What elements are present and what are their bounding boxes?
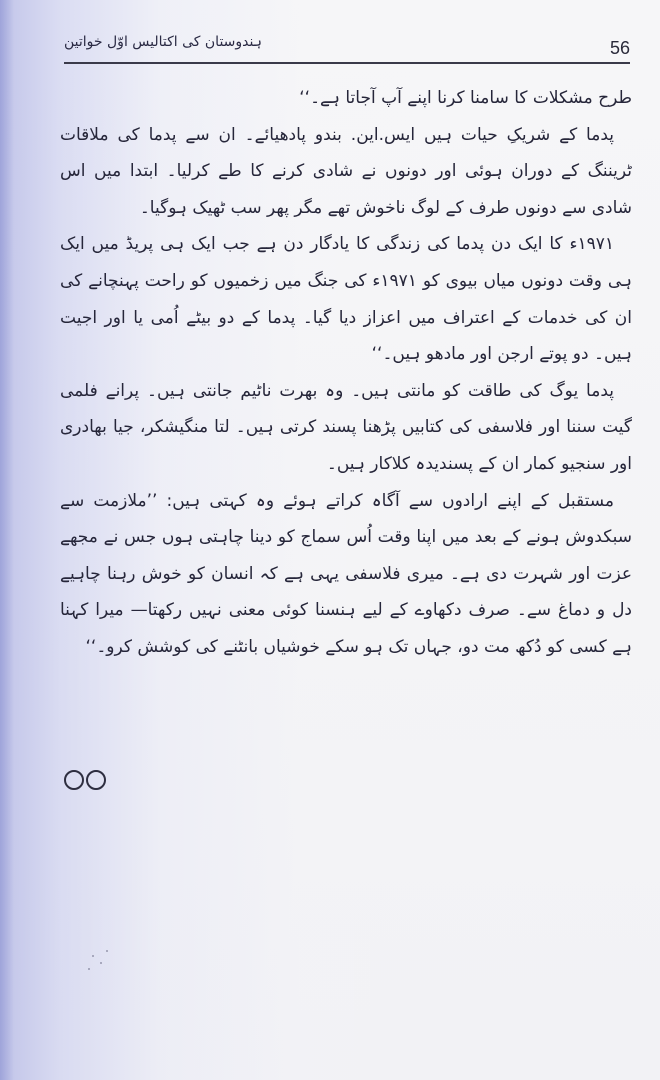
- header-rule: [64, 62, 630, 64]
- paragraph-3: ۱۹۷۱ء کا ایک دن پدما کی زندگی کا یادگار دن ہے جب ایک ہی پریڈ میں ایک ہی وقت دونوں میاں بیوی کو ۱۹۷۱ء کی جنگ میں زخمیوں کو راحت پہنچانے کی ان کی خدمات کے اعتراف میں اعزاز دیا گیا۔ پدما کے دو بیٹے اُمی یا اور اجیت ہیں۔ دو پوتے ارجن اور مادھو ہیں۔‘‘: [60, 234, 632, 365]
- end-mark-circle: [86, 770, 106, 790]
- page-number: 56: [609, 38, 630, 58]
- paper-speck: [92, 955, 94, 957]
- paper-speck: [88, 968, 90, 970]
- page-binding-shadow: [0, 0, 14, 1080]
- paper-speck: [106, 950, 108, 952]
- body-text: [60, 80, 632, 666]
- end-of-chapter-mark: [64, 768, 110, 790]
- paper-speck: [100, 962, 102, 964]
- page-header: [64, 34, 630, 62]
- end-mark-circle: [64, 770, 84, 790]
- paragraph-4: پدما یوگ کی طاقت کو مانتی ہیں۔ وہ بھرت ناٹیم جانتی ہیں۔ پرانے فلمی گیت سننا اور فلاسفی کی کتابیں پڑھنا پسند کرتی ہیں۔ لتا منگیشکر، جیا بھادری اور سنجیو کمار ان کے پسندیدہ کلاکار ہیں۔: [60, 380, 632, 474]
- paragraph-5: مستقبل کے اپنے ارادوں سے آگاہ کراتے ہوئے وہ کہتی ہیں: ’’ملازمت سے سبکدوش ہونے کے بعد میں اپنا وقت اُس سماج کو دینا چاہتی ہوں جس نے مجھے عزت اور شہرت دی ہے۔ میری فلاسفی یہی ہے کہ انسان کو خوش رہنا چاہیے دل و دماغ سے۔ صرف دکھاوے کے لیے ہنسنا کوئی معنی نہیں رکھتا— میرا کہنا ہے کسی کو دُکھ مت دو، جہاں تک ہو سکے خوشیاں بانٹنے کی کوشش کرو۔‘‘: [60, 490, 632, 657]
- running-title: ہندوستان کی اکتالیس اوّل خواتین: [64, 34, 262, 50]
- paragraph-2: پدما کے شریکِ حیات ہیں ایس.این. بندو پادھیائے۔ ان سے پدما کی ملاقات ٹریننگ کے دوران ہوئی اور دونوں نے شادی کرنے کا طے کرلیا۔ ابتدا میں اس شادی سے دونوں طرف کے لوگ ناخوش تھے مگر پھر سب ٹھیک ہوگیا۔: [60, 124, 632, 218]
- paragraph-1: طرح مشکلات کا سامنا کرنا اپنے آپ آجاتا ہے۔‘‘: [299, 88, 632, 108]
